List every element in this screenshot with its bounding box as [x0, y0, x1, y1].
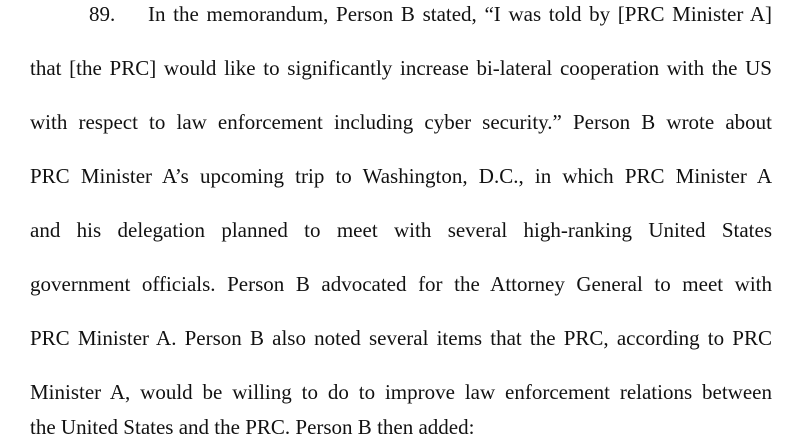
- paragraph-number: 89.: [89, 2, 116, 26]
- paragraph-line-5: and his delegation planned to meet with several high-ranking United States: [30, 218, 772, 242]
- paragraph-line-9: the United States and the PRC. Person B then added:: [30, 415, 475, 439]
- paragraph-line-1: In the memorandum, Person B stated, “I was told by [PRC Minister A]: [148, 2, 772, 26]
- paragraph-line-2: that [the PRC] would like to significantly increase bi-lateral cooperation with the US: [30, 56, 772, 80]
- paragraph-line-6: government officials. Person B advocated for the Attorney General to meet with: [30, 272, 772, 296]
- paragraph-line-8: Minister A, would be willing to do to improve law enforcement relations between: [30, 380, 772, 404]
- paragraph-line-4: PRC Minister A’s upcoming trip to Washington, D.C., in which PRC Minister A: [30, 164, 772, 188]
- paragraph-line-3: with respect to law enforcement including cyber security.” Person B wrote about: [30, 110, 772, 134]
- paragraph-line-7: PRC Minister A. Person B also noted several items that the PRC, according to PRC: [30, 326, 772, 350]
